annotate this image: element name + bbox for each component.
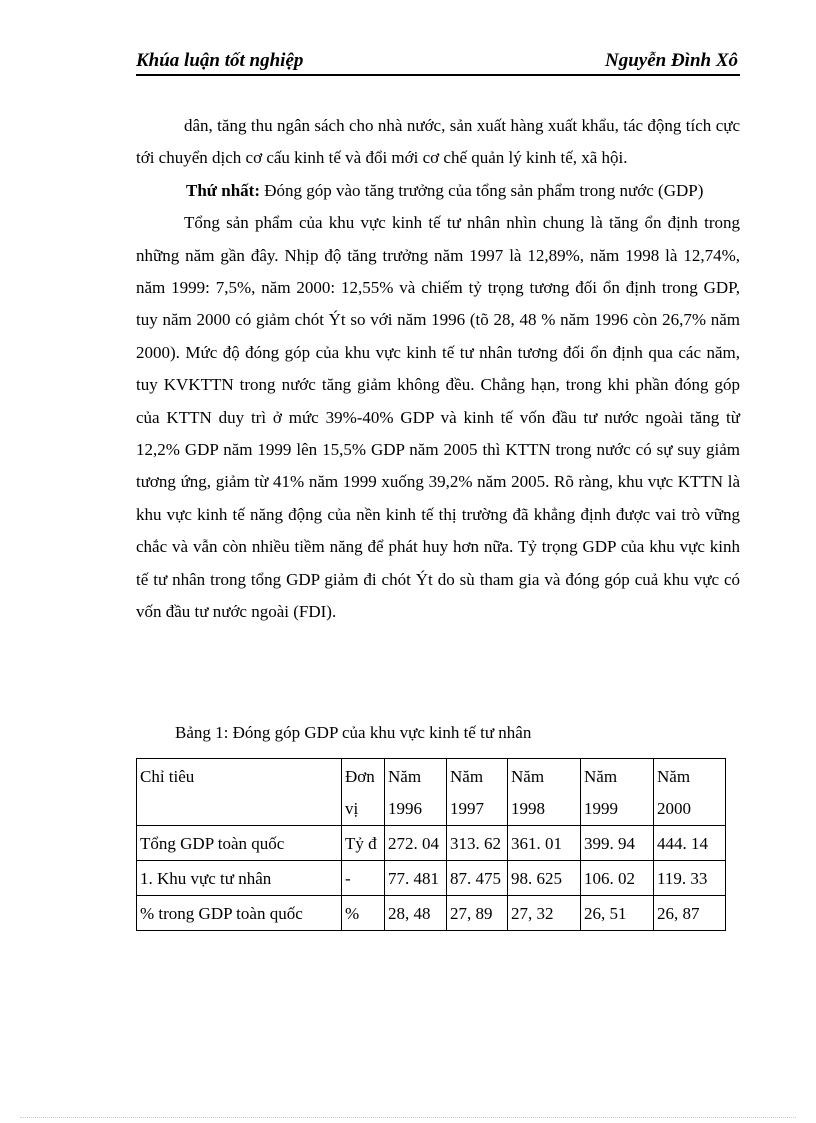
table-header-row <box>137 759 726 826</box>
table-cell: % <box>342 896 385 931</box>
table-cell: 28, 48 <box>385 896 447 931</box>
table-cell: 26, 51 <box>581 896 654 931</box>
gdp-table <box>136 758 726 931</box>
table-row <box>137 861 726 896</box>
table-cell: 119. 33 <box>654 861 726 896</box>
section-text: Đóng góp vào tăng trưởng của tổng sản phẩm trong nước (GDP) <box>259 180 704 200</box>
table-cell: 98. 625 <box>508 861 581 896</box>
table-caption: Bảng 1: Đóng góp GDP của khu vực kinh tế tư nhân <box>175 723 532 742</box>
table-cell: Tỷ đ <box>342 826 385 861</box>
table-cell: 106. 02 <box>581 861 654 896</box>
paragraph-3: Tổng sản phẩm của khu vực kinh tế tư nhân nhìn chung là tăng ổn định trong những năm gần đây. Nhịp độ tăng trưởng năm 1997 là 12,89%, năm 1998 là 12,74%, năm 1999: 7,5%, năm 2000: 12,55% và chiếm tỷ trọng tương đối ổn định trong GDP, tuy năm 2000 có giảm chót Ýt so với năm 1996 (tõ 28, 48 % năm 1996 còn 26,7% năm 2000). Mức độ đóng góp của khu vực kinh tế tư nhân tương đối ổn định qua các năm, tuy KVKTTN trong nước tăng giảm không đều. Chẳng hạn, trong khi phần đóng góp của KTTN duy trì ở mức 39%-40% GDP và kinh tế vốn đầu tư nước ngoài tăng từ 12,2% GDP năm 1999 lên 15,5% GDP năm 2005 thì KTTN trong nước có sự suy giảm tương ứng, giảm từ 41% năm 1999 xuống 39,2% năm 2005. Rõ ràng, khu vực KTTN là khu vực kinh tế năng động của nền kinh tế thị trường đã khẳng định được vai trò vững chắc và vẫn còn nhiều tiềm năng để phát huy hơn nữa. Tỷ trọng GDP của khu vực kinh tế tư nhân trong tổng GDP giảm đi chót Ýt do sù tham gia và đóng góp cuả khu vực có vốn đầu tư nước ngoài (FDI). <box>136 213 740 622</box>
table-cell: - <box>342 861 385 896</box>
footer-divider <box>20 1117 796 1118</box>
table-row <box>137 826 726 861</box>
header-cell: Đơn vị <box>342 759 385 826</box>
paragraph-1: dân, tăng thu ngân sách cho nhà nước, sản xuất hàng xuất khẩu, tác động tích cực tới chuyển dịch cơ cấu kinh tế và đổi mới cơ chế quản lý kinh tế, xã hội. <box>136 116 740 168</box>
table-cell: 399. 94 <box>581 826 654 861</box>
table-cell: 361. 01 <box>508 826 581 861</box>
page-header <box>136 48 740 76</box>
body-text <box>136 110 740 629</box>
table-cell: 272. 04 <box>385 826 447 861</box>
thesis-title: Khúa luận tốt nghiệp <box>136 50 304 71</box>
header-cell: Năm 1998 <box>508 759 581 826</box>
header-cell: Năm 1996 <box>385 759 447 826</box>
header-cell: Năm 2000 <box>654 759 726 826</box>
table-cell: 27, 32 <box>508 896 581 931</box>
header-cell: Chỉ tiêu <box>137 759 342 826</box>
table-cell: 27, 89 <box>447 896 508 931</box>
table-row <box>137 896 726 931</box>
header-cell: Năm 1999 <box>581 759 654 826</box>
table-cell: 77. 481 <box>385 861 447 896</box>
header-cell: Năm 1997 <box>447 759 508 826</box>
section-lead: Thứ nhất: <box>186 180 260 200</box>
author-name: Nguyễn Đình Xô <box>604 50 738 71</box>
table-cell: 26, 87 <box>654 896 726 931</box>
table-cell: Tổng GDP toàn quốc <box>137 826 342 861</box>
table-cell: % trong GDP toàn quốc <box>137 896 342 931</box>
table-cell: 444. 14 <box>654 826 726 861</box>
paragraph-2 <box>136 175 740 207</box>
table-cell: 1. Khu vực tư nhân <box>137 861 342 896</box>
table-cell: 313. 62 <box>447 826 508 861</box>
table-cell: 87. 475 <box>447 861 508 896</box>
